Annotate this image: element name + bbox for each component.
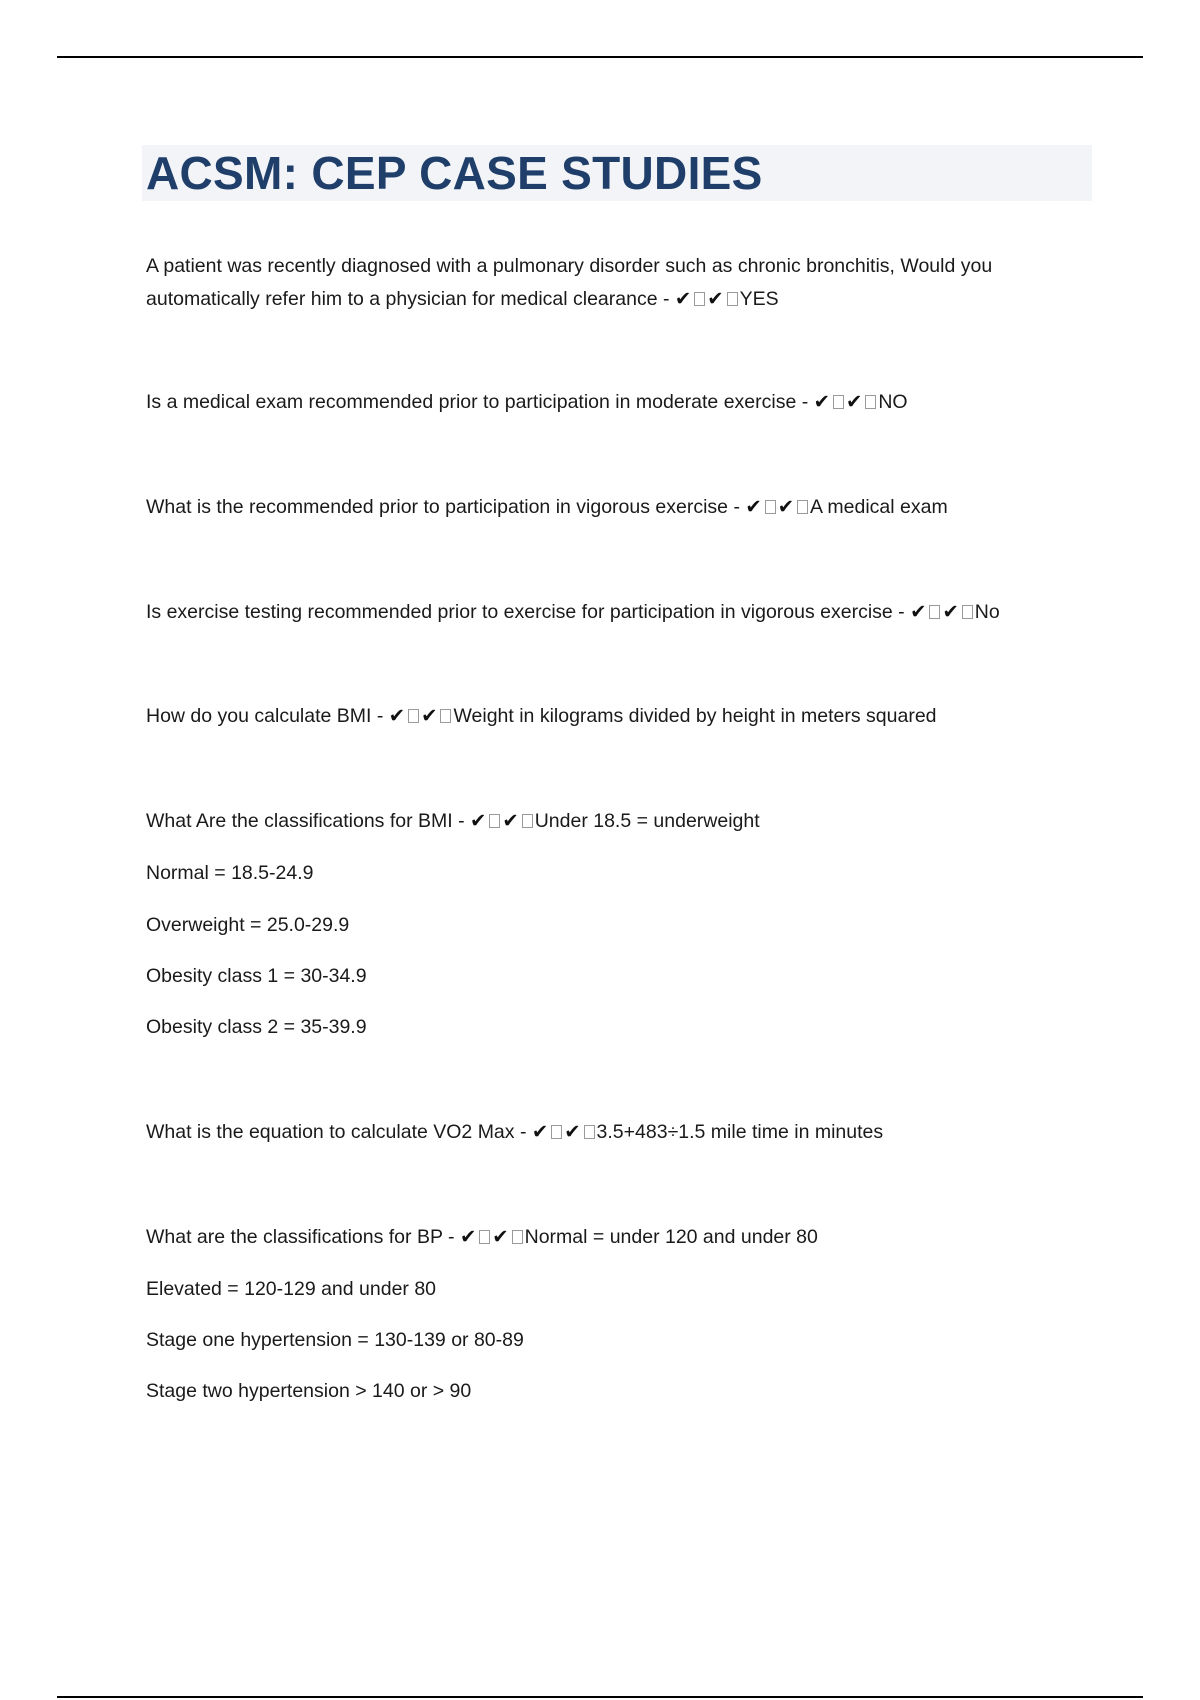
question-text: What is the recommended prior to participation in vigorous exercise - (146, 496, 746, 518)
box-icon (489, 814, 500, 828)
qa-item-7 (146, 1117, 883, 1147)
question-text: How do you calculate BMI - (146, 705, 389, 727)
box-icon (727, 292, 738, 306)
check-icon: ✔ (813, 391, 830, 413)
box-icon (440, 709, 451, 723)
question-text: Is exercise testing recommended prior to exercise for participation in vigorous exercise - (146, 601, 911, 623)
box-icon (584, 1125, 595, 1139)
answer-continuation-line: Obesity class 2 = 35-39.9 (146, 1016, 367, 1038)
question-text: What is the equation to calculate VO2 Max - (146, 1121, 532, 1143)
box-icon (408, 709, 419, 723)
box-icon (551, 1125, 562, 1139)
check-icon: ✔ (910, 601, 927, 623)
check-icon: ✔ (459, 1226, 477, 1248)
question-text: Is a medical exam recommended prior to participation in moderate exercise - (146, 391, 814, 413)
answer-continuation-line: Elevated = 120-129 and under 80 (146, 1278, 437, 1300)
box-icon (962, 605, 973, 619)
answer-text: YES (739, 288, 779, 310)
box-icon (512, 1230, 523, 1244)
qa-item-4 (146, 597, 1000, 627)
answer-text: No (974, 601, 1000, 623)
box-icon (797, 500, 808, 514)
answer-continuation-line: Normal = 18.5-24.9 (146, 862, 314, 884)
box-icon (765, 500, 776, 514)
answer-text: NO (878, 391, 908, 413)
box-icon (694, 292, 705, 306)
check-icon: ✔ (745, 496, 762, 518)
answer-text: Weight in kilograms divided by height in meters squared (453, 705, 937, 727)
question-text: What Are the classifications for BMI - (146, 810, 471, 832)
box-icon (479, 1230, 490, 1244)
answer-text: A medical exam (810, 496, 948, 518)
qa-item-6 (146, 806, 760, 836)
check-icon: ✔ (470, 810, 487, 832)
check-icon: ✔ (777, 496, 795, 518)
check-icon: ✔ (531, 1121, 549, 1143)
answer-text: Under 18.5 = underweight (534, 810, 760, 832)
check-icon: ✔ (845, 391, 863, 413)
question-text: What are the classifications for BP - (146, 1226, 460, 1248)
answer-text: Normal = under 120 and under 80 (524, 1226, 818, 1248)
box-icon (522, 814, 533, 828)
qa-item-2 (146, 387, 908, 417)
box-icon (833, 395, 844, 409)
answer-continuation-line: Overweight = 25.0-29.9 (146, 914, 350, 936)
header-rule (57, 56, 1143, 58)
qa-item-3 (146, 492, 948, 522)
check-icon: ✔ (421, 705, 438, 727)
answer-continuation-line: Stage two hypertension > 140 or > 90 (146, 1380, 472, 1402)
footer-rule (57, 1696, 1143, 1698)
document-title: ACSM: CEP CASE STUDIES (146, 147, 763, 199)
check-icon: ✔ (942, 601, 959, 623)
check-icon: ✔ (492, 1226, 509, 1248)
qa-item-1 (146, 250, 1086, 316)
question-text: A patient was recently diagnosed with a pulmonary disorder such as chronic bronchitis, Would you automatically refer him to a physician for medical clearance - (146, 255, 993, 310)
check-icon: ✔ (707, 288, 724, 310)
answer-continuation-line: Obesity class 1 = 30-34.9 (146, 965, 367, 987)
check-icon: ✔ (564, 1121, 581, 1143)
qa-item-8 (146, 1222, 818, 1252)
check-icon: ✔ (502, 810, 519, 832)
answer-continuation-line: Stage one hypertension = 130-139 or 80-89 (146, 1329, 524, 1351)
answer-text: 3.5+483÷1.5 mile time in minutes (596, 1121, 884, 1143)
box-icon (865, 395, 876, 409)
check-icon: ✔ (674, 288, 692, 310)
box-icon (929, 605, 940, 619)
qa-item-5 (146, 701, 937, 731)
check-icon: ✔ (388, 705, 406, 727)
